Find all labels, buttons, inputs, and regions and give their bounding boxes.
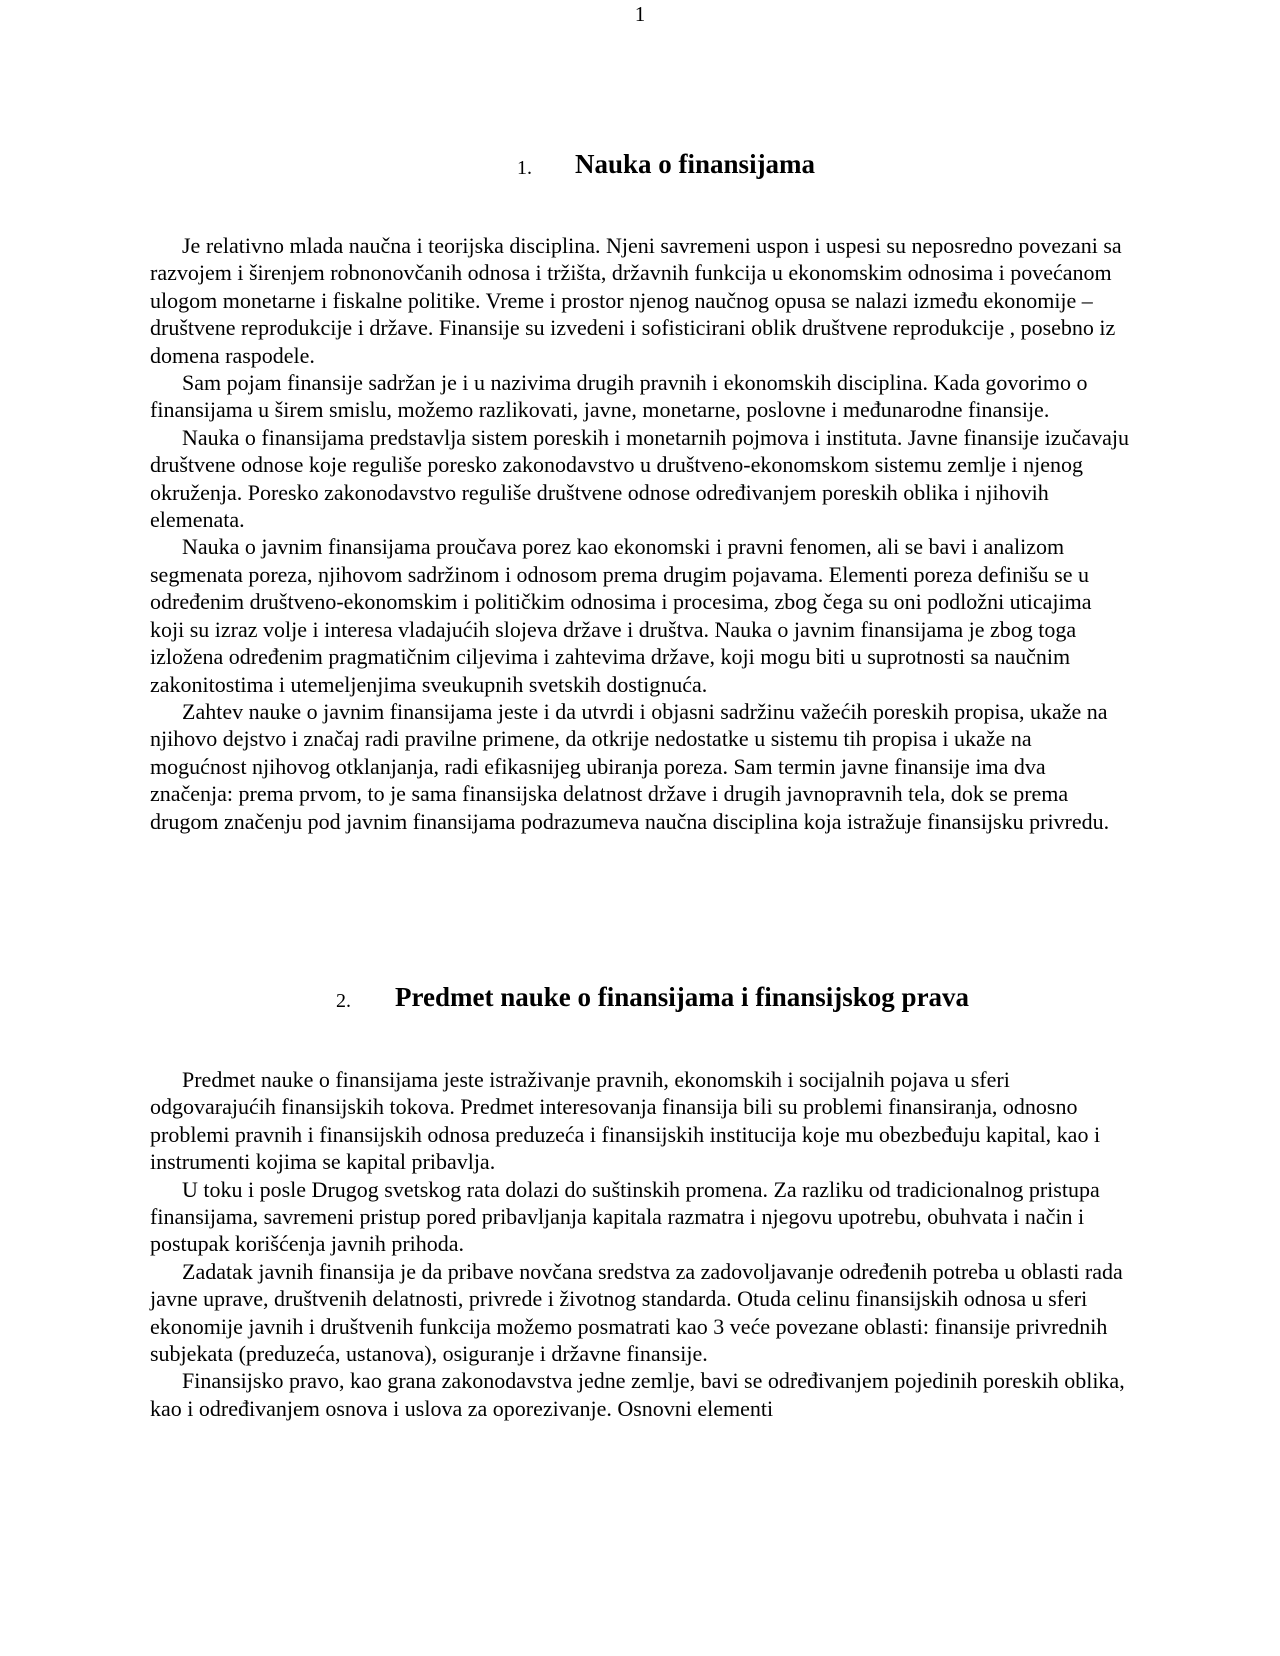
section-body-2 [150,1066,1130,1422]
section-heading-1 [0,146,1280,182]
paragraph: U toku i posle Drugog svetskog rata dolazi do suštinskih promena. Za razliku od tradicionalnog pristupa finansijama, savremeni pristup pored pribavljanja kapitala razmatra i njegovu upotrebu, obuhvata i način i postupak korišćenja javnih prihoda. [150,1176,1100,1257]
paragraph: Finansijsko pravo, kao grana zakonodavstva jedne zemlje, bavi se određivanjem pojedinih poreskih oblika, kao i određivanjem osnova i uslova za oporezivanje. Osnovni elementi [150,1368,1125,1421]
paragraph: Je relativno mlada naučna i teorijska disciplina. Njeni savremeni uspon i uspesi su neposredno povezani sa razvojem i širenjem robnonovčanih odnosa i tržišta, državnih funkcija u ekonomskim odnosima i povećanom ulogom monetarne i fiskalne politike. Vreme i prostor njenog naučnog opusa se nalazi između ekonomije – društvene reprodukcije i države. Finansije su izvedeni i sofisticirani oblik društvene reprodukcije , posebno iz domena raspodele. [150,233,1122,368]
paragraph: Nauka o javnim finansijama proučava porez kao ekonomski i pravni fenomen, ali se bavi i analizom segmenata poreza, njihovom sadržinom i odnosom prema drugim pojavama. Elementi poreza definišu se u određenim društveno-ekonomskim i političkim odnosima i procesima, zbog čega su oni podložni uticajima koji su izraz volje i interesa vladajućih slojeva države i društva. Nauka o javnim finansijama je zbog toga izložena određenim pragmatičnim ciljevima i zahtevima države, koji mogu biti u suprotnosti sa naučnim zakonitostima i utemeljenjima sveukupnih svetskih dostignuća. [150,534,1092,697]
section-title: Nauka o finansijama [575,149,816,179]
section-heading-2 [0,979,1280,1015]
paragraph: Nauka o finansijama predstavlja sistem poreskih i monetarnih pojmova i instituta. Javne finansije izučavaju društvene odnose koje reguliše poresko zakonodavstvo u društveno-ekonomskom sistemu zemlje i njenog okruženja. Poresko zakonodavstvo reguliše društvene odnose određivanjem poreskih oblika i njihovih elemenata. [150,424,1129,533]
paragraph: Predmet nauke o finansijama jeste istraživanje pravnih, ekonomskih i socijalnih pojava u sferi odgovarajućih finansijskih tokova. Predmet interesovanja finansija bili su problemi finansiranja, odnosno problemi pravnih i finansijskih odnosa preduzeća i finansijskih institucija koje mu obezbeđuju kapital, kao i instrumenti kojima se kapital pribavlja. [150,1067,1101,1175]
paragraph: Zahtev nauke o javnim finansijama jeste i da utvrdi i objasni sadržinu važećih poreskih propisa, ukaže na njihovo dejstvo i značaj radi pravilne primene, da otkrije nedostatke u sistemu tih propisa i ukaže na mogućnost njihovog otklanjanja, radi efikasnijeg ubiranja poreza. Sam termin javne finansije ima dva značenja: prema prvom, to je sama finansijska delatnost države i drugih javnopravnih tela, dok se prema drugom značenju pod javnim finansijama podrazumeva naučna disciplina koja istražuje finansijsku privredu. [150,698,1110,834]
section-title: Predmet nauke o finansijama i finansijskog prava [395,982,970,1012]
page-number: 1 [634,2,646,26]
section-number: 2. [336,990,351,1012]
paragraph: Sam pojam finansije sadržan je i u nazivima drugih pravnih i ekonomskih disciplina. Kada govorimo o finansijama u širem smislu, možemo razlikovati, javne, monetarne, poslovne i međunarodne finansije. [150,370,1088,423]
section-body-1 [150,232,1130,835]
section-number: 1. [517,157,532,179]
paragraph: Zadatak javnih finansija je da pribave novčana sredstva za zadovoljavanje određenih potreba u oblasti rada javne uprave, društvenih delatnosti, privrede i životnog standarda. Otuda celinu finansijskih odnosa u sferi ekonomije javnih i društvenih funkcija možemo posmatrati kao 3 veće povezane oblasti: finansije privrednih subjekata (preduzeća, ustanova), osiguranje i državne finansije. [150,1258,1123,1367]
